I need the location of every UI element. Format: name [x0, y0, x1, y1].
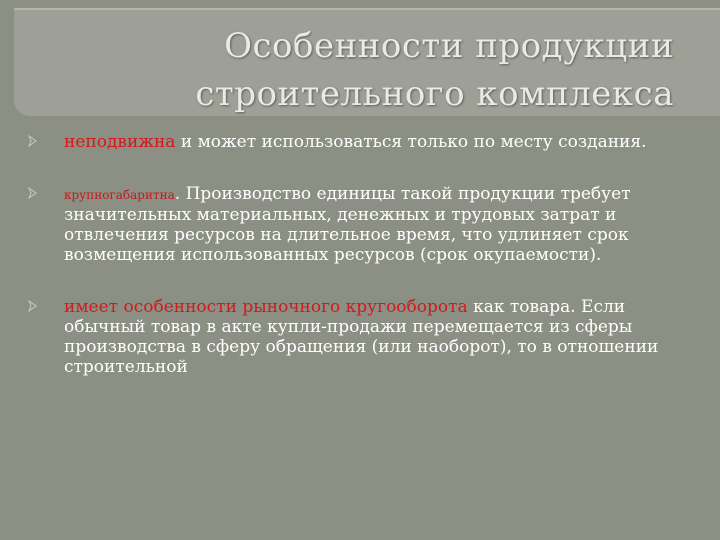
bullet-3-text: как товара. Если обычный товар в акте купли-продажи перемещается из сферы производства в сферу обращения (или наоборот), то в отношении строительной	[64, 297, 659, 377]
bullet-item-1	[14, 132, 704, 152]
title-line-1: Особенности продукции	[224, 26, 674, 66]
bullet-3-highlight: имеет особенности рыночного кругооборота	[64, 297, 468, 317]
title-line-2: строительного комплекса	[195, 74, 674, 114]
bullet-item-2	[14, 184, 704, 265]
bullet-item-3	[14, 297, 704, 377]
title-panel	[14, 8, 720, 116]
checkmark-arrow-icon	[28, 187, 38, 199]
bullet-1-text: и может использоваться только по месту создания.	[175, 132, 647, 152]
checkmark-arrow-icon	[28, 300, 38, 312]
bullet-1-highlight: неподвижна	[64, 132, 176, 152]
slide-title	[195, 22, 674, 118]
bullet-2-highlight: крупногабаритна	[64, 188, 175, 202]
bullet-2-text: . Производство единицы такой продукции требует значительных материальных, денежных и трудовых затрат и отвлечения ресурсов на длительное время, что удлиняет срок возмещения использованных ресурсов (срок окупаемости).	[64, 184, 631, 265]
checkmark-arrow-icon	[28, 135, 38, 147]
bullet-list	[14, 132, 704, 377]
